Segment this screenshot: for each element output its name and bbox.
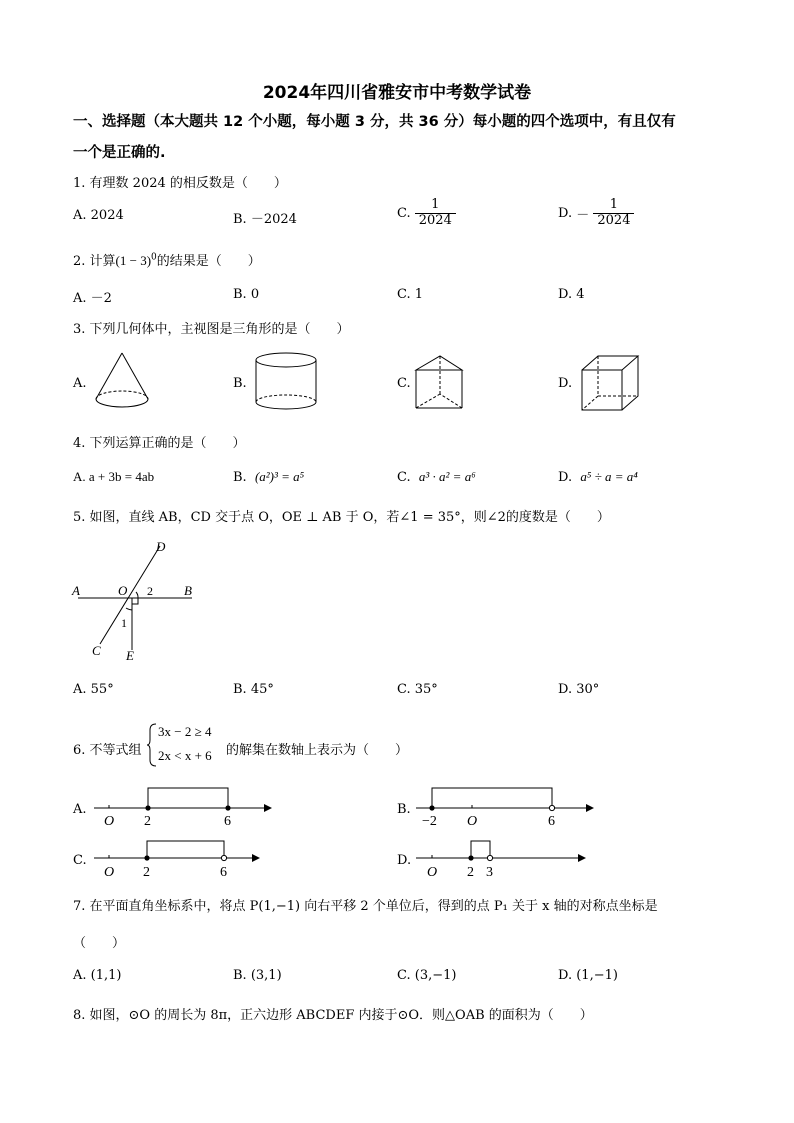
label-a: A bbox=[72, 583, 80, 598]
q1-option-d-sign: － bbox=[576, 207, 590, 223]
q3-stem: 3. 下列几何体中，主视图是三角形的是（ ） bbox=[73, 322, 350, 337]
q2-option-d: D. 4 bbox=[558, 287, 585, 302]
q5-figure bbox=[68, 532, 208, 666]
q1-option-c bbox=[397, 198, 456, 229]
q4-option-c bbox=[397, 469, 476, 485]
q5-option-d: D. 30° bbox=[558, 682, 600, 697]
label-b: B bbox=[184, 583, 192, 598]
tick-o: O bbox=[427, 865, 438, 880]
q1-option-d-label: D. bbox=[558, 205, 573, 221]
label-d: D bbox=[156, 539, 166, 554]
q5-option-a: A. 55° bbox=[73, 682, 114, 697]
q4-option-b-label: B. bbox=[233, 470, 247, 485]
q7-option-c: C. (3,−1) bbox=[397, 968, 457, 983]
label-angle-2: 2 bbox=[147, 584, 153, 598]
q4-option-c-label: C. bbox=[397, 470, 411, 485]
q2-option-c: C. 1 bbox=[397, 287, 424, 302]
q6-option-d-label: D. bbox=[397, 853, 412, 868]
q3-option-a-label: A. bbox=[73, 376, 87, 391]
q7-option-d: D. (1,−1) bbox=[558, 968, 618, 983]
q1-option-a: A. 2024 bbox=[73, 208, 124, 223]
q2-option-a: A. －2 bbox=[73, 291, 112, 306]
label-c: C bbox=[92, 643, 101, 658]
q6-inequality-2: 2x < x + 6 bbox=[158, 748, 212, 763]
tick-o: O bbox=[467, 814, 478, 828]
tick-6: 6 bbox=[220, 865, 227, 880]
q2-stem bbox=[73, 250, 261, 269]
q7-stem-line2: （ ） bbox=[73, 936, 126, 951]
q2-option-b: B. 0 bbox=[233, 287, 260, 302]
q5-option-c: C. 35° bbox=[397, 682, 438, 697]
q5-option-b: B. 45° bbox=[233, 682, 274, 697]
q1-option-c-fraction bbox=[415, 198, 456, 229]
q6-numberline-c bbox=[92, 836, 272, 880]
q6-option-c-label: C. bbox=[73, 853, 87, 868]
q6-numberline-a bbox=[92, 784, 272, 828]
angle-1-arc bbox=[126, 608, 132, 610]
q6-inequality-1: 3x − 2 ≥ 4 bbox=[158, 724, 212, 739]
q3-option-c-label: C. bbox=[397, 376, 411, 391]
section-heading-line2: 一个是正确的. bbox=[73, 145, 166, 161]
q1-d-denominator: 2024 bbox=[597, 212, 631, 228]
q6-numberline-b bbox=[414, 784, 596, 828]
q1-option-c-label: C. bbox=[397, 205, 411, 221]
q6-option-a-label: A. bbox=[73, 802, 87, 817]
tick-2: 2 bbox=[144, 814, 151, 828]
q2-exponent: 0 bbox=[151, 252, 157, 263]
tick-3: 3 bbox=[486, 865, 493, 880]
q4-option-d bbox=[558, 469, 638, 485]
q2-expression: (1 − 3) bbox=[115, 253, 152, 268]
q4-stem: 4. 下列运算正确的是（ ） bbox=[73, 436, 246, 451]
tick-6: 6 bbox=[224, 814, 231, 828]
q3-option-d-label: D. bbox=[558, 376, 573, 391]
q7-option-a: A. (1,1) bbox=[73, 968, 122, 983]
angle-2-arc bbox=[136, 592, 138, 598]
label-angle-1: 1 bbox=[121, 616, 127, 630]
q4-option-b bbox=[233, 469, 304, 485]
prism-figure bbox=[410, 350, 472, 416]
q6-numberline-d bbox=[414, 836, 594, 880]
q6-stem-pre: 6. 不等式组 bbox=[73, 743, 142, 758]
tick-2: 2 bbox=[467, 865, 474, 880]
cylinder-figure bbox=[250, 350, 322, 416]
q6-stem-post: 的解集在数轴上表示为（ ） bbox=[226, 743, 409, 758]
q7-option-b: B. (3,1) bbox=[233, 968, 282, 983]
q1-c-denominator: 2024 bbox=[418, 212, 452, 228]
right-angle-mark bbox=[132, 598, 138, 604]
q6-option-b-label: B. bbox=[397, 802, 411, 817]
q1-option-b: B. －2024 bbox=[233, 212, 297, 227]
section-heading-line1: 一、选择题（本大题共 12 个小题，每小题 3 分，共 36 分）每小题的四个选项中，有且仅有 bbox=[73, 114, 676, 130]
label-o: O bbox=[118, 583, 128, 598]
q1-option-d-fraction bbox=[593, 198, 634, 229]
q4-option-a-text: A. a + 3b = 4ab bbox=[73, 469, 155, 484]
cube-figure bbox=[578, 352, 644, 414]
tick-o: O bbox=[104, 865, 115, 880]
q5-stem: 5. 如图，直线 AB，CD 交于点 O，OE ⊥ AB 于 O，若∠1 = 35°，则∠2的度数是（ ） bbox=[73, 510, 610, 525]
q1-c-numerator: 1 bbox=[415, 198, 456, 214]
q4-option-d-label: D. bbox=[558, 470, 573, 485]
q4-option-d-expr: a⁵ ÷ a = a⁴ bbox=[580, 469, 638, 484]
q4-option-a bbox=[73, 469, 154, 485]
tick-minus-2: −2 bbox=[422, 814, 437, 828]
q2-stem-pre: 2. 计算 bbox=[73, 254, 116, 269]
q3-option-b-label: B. bbox=[233, 376, 247, 391]
label-e: E bbox=[126, 648, 134, 663]
tick-o: O bbox=[104, 814, 115, 828]
q4-option-b-expr: (a²)³ = a⁵ bbox=[254, 469, 305, 484]
tick-6: 6 bbox=[548, 814, 555, 828]
q4-option-c-expr: a³ · a² = a⁶ bbox=[418, 469, 476, 484]
q1-stem: 1. 有理数 2024 的相反数是（ ） bbox=[73, 176, 287, 191]
q2-stem-post: 的结果是（ ） bbox=[156, 254, 261, 269]
tick-2: 2 bbox=[143, 865, 150, 880]
q1-option-d bbox=[558, 198, 634, 229]
q8-stem: 8. 如图，⊙O 的周长为 8π，正六边形 ABCDEF 内接于⊙O．则△OAB 的面积为（ ） bbox=[73, 1008, 593, 1023]
q7-stem-line1: 7. 在平面直角坐标系中，将点 P(1,−1) 向右平移 2 个单位后，得到的点 P₁ 关于 x 轴的对称点坐标是 bbox=[73, 899, 658, 914]
cone-figure bbox=[88, 347, 158, 417]
q1-d-numerator: 1 bbox=[593, 198, 634, 214]
q6-brace bbox=[146, 722, 158, 768]
page-title: 2024年四川省雅安市中考数学试卷 bbox=[262, 83, 532, 103]
